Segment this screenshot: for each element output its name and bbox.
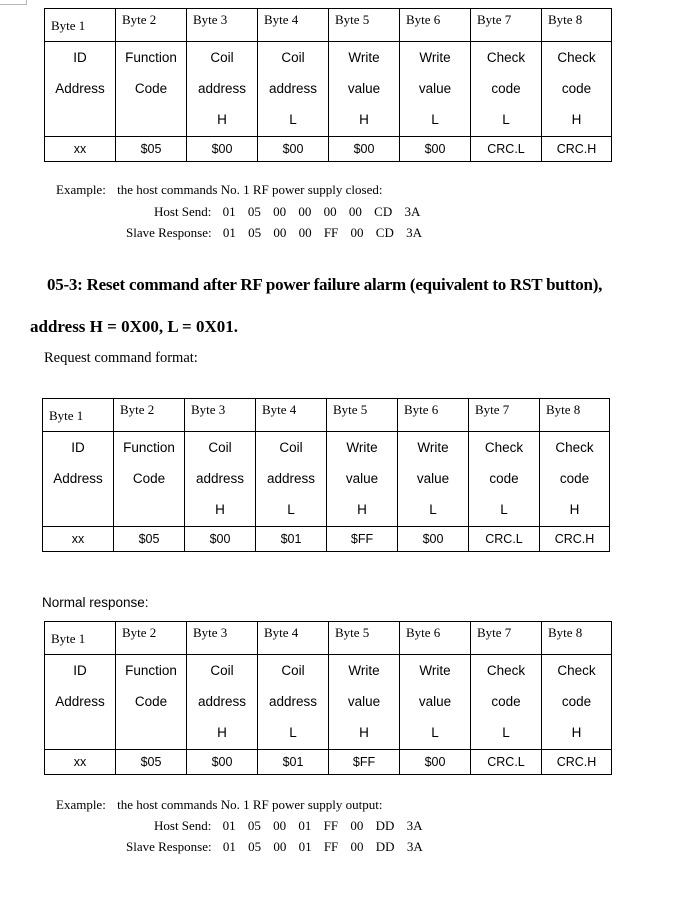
byte: CD [375, 225, 394, 240]
example-1-slave-response [126, 225, 422, 241]
meaning-cell: Function Code [116, 655, 187, 750]
table-meaning-row [45, 655, 612, 750]
header-cell: Byte 1 [45, 9, 116, 42]
byte: 3A [406, 839, 423, 854]
meaning-cell: ID Address [45, 42, 116, 137]
byte: DD [375, 818, 395, 833]
example-description: the host commands No. 1 RF power supply output: [117, 797, 383, 812]
byte: 05 [248, 225, 262, 240]
header-cell: Byte 1 [45, 622, 116, 655]
byte: 00 [273, 225, 287, 240]
header-cell: Byte 7 [471, 9, 542, 42]
header-cell: Byte 3 [187, 9, 258, 42]
byte: 00 [323, 204, 337, 219]
meaning-cell: Function Code [116, 42, 187, 137]
byte: FF [323, 225, 339, 240]
meaning-cell: Check code H [542, 42, 612, 137]
byte: 3A [406, 225, 422, 240]
table-value-row [43, 527, 610, 552]
host-send-label: Host Send: [154, 204, 212, 219]
value-cell: $FF [329, 750, 400, 775]
table-header-row [45, 9, 612, 42]
example-label: Example: [56, 797, 106, 812]
byte: FF [323, 818, 339, 833]
header-cell: Byte 2 [114, 399, 185, 432]
meaning-cell: Write value L [398, 432, 469, 527]
example-2-line [56, 797, 383, 813]
byte: FF [323, 839, 339, 854]
value-cell: CRC.H [542, 137, 612, 162]
value-cell: $00 [398, 527, 469, 552]
value-cell: CRC.L [471, 137, 542, 162]
value-cell: $05 [114, 527, 185, 552]
byte: DD [375, 839, 395, 854]
example-1-line [56, 182, 382, 198]
section-heading-continued: address H = 0X00, L = 0X01. [30, 317, 238, 336]
header-cell: Byte 1 [43, 399, 114, 432]
byte: 00 [348, 204, 362, 219]
table-meaning-row [45, 42, 612, 137]
value-cell: $05 [116, 750, 187, 775]
value-cell: $01 [258, 750, 329, 775]
header-cell: Byte 7 [469, 399, 540, 432]
byte: 01 [222, 839, 236, 854]
header-cell: Byte 4 [258, 9, 329, 42]
header-cell: Byte 6 [398, 399, 469, 432]
header-cell: Byte 6 [400, 9, 471, 42]
table-header-row [45, 622, 612, 655]
meaning-cell: Coil address L [256, 432, 327, 527]
byte: 3A [404, 204, 421, 219]
meaning-cell: Check code L [469, 432, 540, 527]
example-description: the host commands No. 1 RF power supply closed: [117, 182, 383, 197]
byte: 05 [248, 839, 262, 854]
meaning-cell: Check code H [540, 432, 610, 527]
meaning-cell: ID Address [43, 432, 114, 527]
header-cell: Byte 2 [116, 622, 187, 655]
value-cell: CRC.H [540, 527, 610, 552]
value-cell: $01 [256, 527, 327, 552]
value-cell: CRC.L [469, 527, 540, 552]
slave-response-label: Slave Response: [126, 225, 212, 240]
byte: 00 [273, 839, 287, 854]
byte: 00 [350, 225, 364, 240]
byte: 00 [298, 204, 312, 219]
meaning-cell: Check code L [471, 42, 542, 137]
header-cell: Byte 7 [471, 622, 542, 655]
header-cell: Byte 8 [540, 399, 610, 432]
meaning-cell: Check code L [471, 655, 542, 750]
byte: 01 [298, 818, 312, 833]
value-cell: $00 [400, 137, 471, 162]
command-table-1 [44, 8, 612, 162]
meaning-cell: ID Address [45, 655, 116, 750]
example-label: Example: [56, 182, 106, 197]
header-cell: Byte 5 [329, 622, 400, 655]
byte: 01 [298, 839, 312, 854]
table-header-row [43, 399, 610, 432]
value-cell: CRC.L [471, 750, 542, 775]
byte: 00 [298, 225, 312, 240]
section-heading: 05-3: Reset command after RF power failure alarm (equivalent to RST button), [47, 275, 603, 294]
header-cell: Byte 3 [187, 622, 258, 655]
header-cell: Byte 4 [256, 399, 327, 432]
header-cell: Byte 8 [542, 622, 612, 655]
meaning-cell: Write value H [329, 42, 400, 137]
header-cell: Byte 4 [258, 622, 329, 655]
value-cell: $00 [258, 137, 329, 162]
header-cell: Byte 3 [185, 399, 256, 432]
header-cell: Byte 6 [400, 622, 471, 655]
slave-response-label: Slave Response: [126, 839, 212, 854]
meaning-cell: Coil address H [187, 655, 258, 750]
value-cell: $00 [185, 527, 256, 552]
value-cell: $00 [187, 750, 258, 775]
example-1-host-send [154, 204, 420, 220]
meaning-cell: Write value H [329, 655, 400, 750]
value-cell: xx [45, 137, 116, 162]
value-cell: $00 [400, 750, 471, 775]
meaning-cell: Coil address H [185, 432, 256, 527]
example-2-slave-response [126, 839, 423, 855]
value-cell: xx [43, 527, 114, 552]
byte: 05 [247, 818, 261, 833]
byte: 00 [273, 204, 287, 219]
command-table-3 [44, 621, 612, 775]
byte: 01 [222, 225, 236, 240]
meaning-cell: Coil address H [187, 42, 258, 137]
header-cell: Byte 5 [329, 9, 400, 42]
byte: 01 [222, 204, 236, 219]
byte: 3A [406, 818, 423, 833]
meaning-cell: Write value H [327, 432, 398, 527]
value-cell: xx [45, 750, 116, 775]
byte: 00 [273, 818, 287, 833]
header-cell: Byte 5 [327, 399, 398, 432]
value-cell: $00 [187, 137, 258, 162]
meaning-cell: Check code H [542, 655, 612, 750]
table-meaning-row [43, 432, 610, 527]
meaning-cell: Coil address L [258, 655, 329, 750]
value-cell: $05 [116, 137, 187, 162]
value-cell: CRC.H [542, 750, 612, 775]
byte: 00 [350, 818, 364, 833]
meaning-cell: Function Code [114, 432, 185, 527]
value-cell: $FF [327, 527, 398, 552]
normal-response-label: Normal response: [42, 595, 149, 610]
example-2-host-send [154, 818, 423, 834]
header-cell: Byte 2 [116, 9, 187, 42]
table-value-row [45, 137, 612, 162]
command-table-2 [42, 398, 610, 552]
meaning-cell: Write value L [400, 42, 471, 137]
host-send-label: Host Send: [154, 818, 212, 833]
byte: 00 [350, 839, 364, 854]
meaning-cell: Write value L [400, 655, 471, 750]
request-format-label: Request command format: [44, 350, 198, 366]
header-cell: Byte 8 [542, 9, 612, 42]
byte: 01 [222, 818, 236, 833]
value-cell: $00 [329, 137, 400, 162]
table-value-row [45, 750, 612, 775]
meaning-cell: Coil address L [258, 42, 329, 137]
byte: 05 [247, 204, 261, 219]
byte: CD [374, 204, 393, 219]
page-corner-mark [0, 0, 27, 5]
